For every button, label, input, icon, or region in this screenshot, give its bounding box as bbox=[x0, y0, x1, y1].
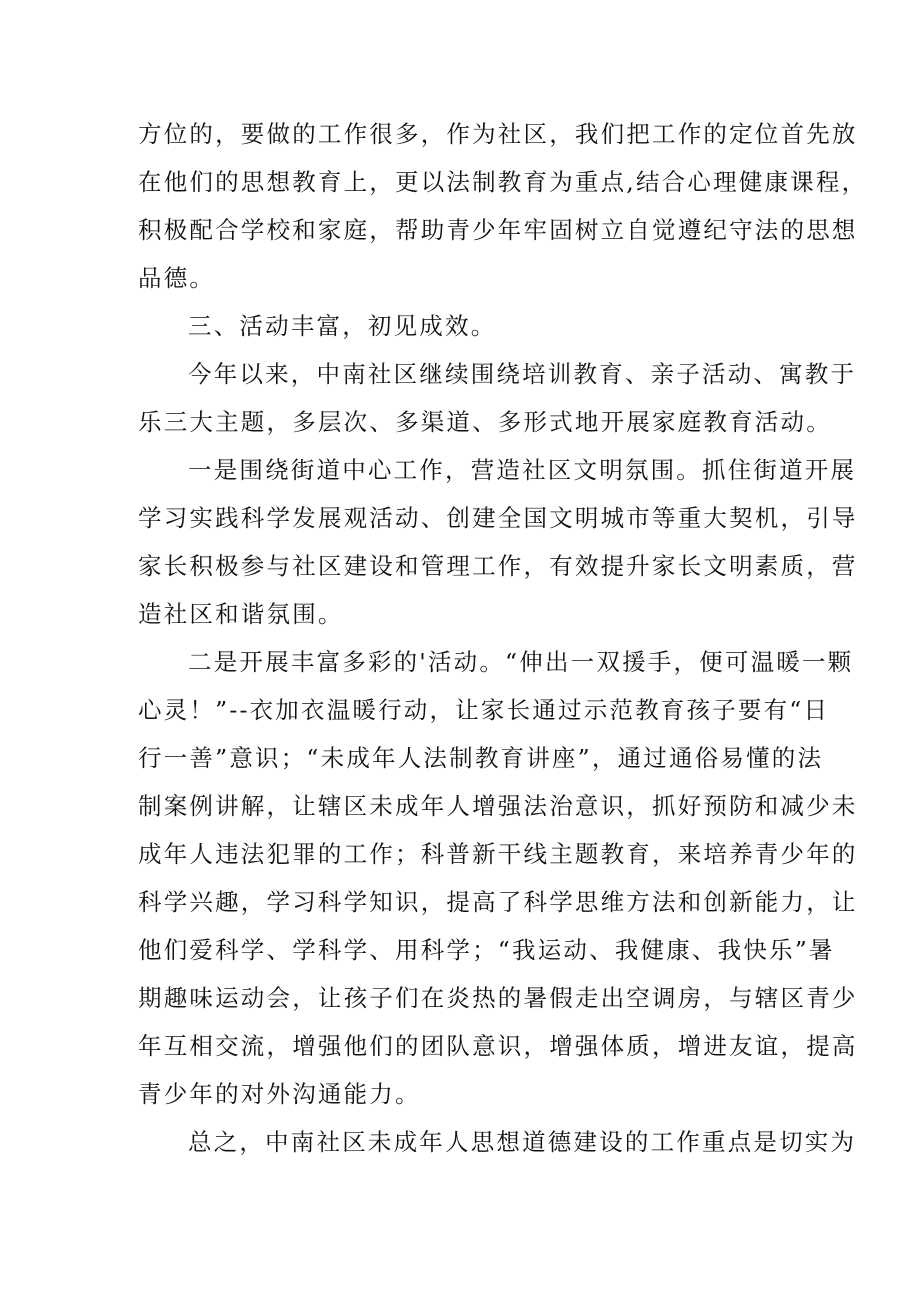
text-line: 年互相交流，增强他们的团队意识，增强体质，增进友谊，提高 bbox=[138, 1032, 858, 1060]
text-line: 积极配合学校和家庭，帮助青少年牢固树立自觉遵纪守法的思想 bbox=[138, 216, 858, 244]
text-line: 科学兴趣，学习科学知识，提高了科学思维方法和创新能力，让 bbox=[138, 888, 858, 916]
section-heading: 三、活动丰富，初见成效。 bbox=[188, 312, 497, 340]
text-line: 期趣味运动会，让孩子们在炎热的暑假走出空调房，与辖区青少 bbox=[138, 984, 858, 1012]
text-line: 在他们的思想教育上，更以法制教育为重点,结合心理健康课程， bbox=[138, 168, 868, 196]
text-line: 家长积极参与社区建设和管理工作，有效提升家长文明素质，营 bbox=[138, 552, 858, 580]
text-line: 学习实践科学发展观活动、创建全国文明城市等重大契机，引导 bbox=[138, 504, 858, 532]
text-line: 二是开展丰富多彩的'活动。“伸出一双援手，便可温暖一颗 bbox=[188, 648, 854, 676]
text-line: 造社区和谐氛围。 bbox=[138, 600, 344, 628]
text-line: 品德。 bbox=[138, 264, 216, 292]
text-line: 方位的，要做的工作很多，作为社区，我们把工作的定位首先放 bbox=[138, 120, 858, 148]
text-line: 成年人违法犯罪的工作；科普新干线主题教育，来培养青少年的 bbox=[138, 840, 858, 868]
text-line: 他们爱科学、学科学、用科学；“我运动、我健康、我快乐”暑 bbox=[138, 936, 835, 964]
text-line: 心灵！”--衣加衣温暖行动，让家长通过示范教育孩子要有“日 bbox=[138, 696, 830, 724]
text-line: 乐三大主题，多层次、多渠道、多形式地开展家庭教育活动。 bbox=[138, 408, 832, 436]
text-line: 一是围绕街道中心工作，营造社区文明氛围。抓住街道开展 bbox=[188, 456, 857, 484]
text-line: 制案例讲解，让辖区未成年人增强法治意识，抓好预防和减少未 bbox=[138, 792, 858, 820]
text-line: 今年以来，中南社区继续围绕培训教育、亲子活动、寓教于 bbox=[188, 360, 857, 388]
text-line: 总之，中南社区未成年人思想道德建设的工作重点是切实为 bbox=[188, 1128, 857, 1156]
text-line: 青少年的对外沟通能力。 bbox=[138, 1080, 421, 1108]
text-line: 行一善”意识；“未成年人法制教育讲座”，通过通俗易懂的法 bbox=[138, 744, 824, 772]
